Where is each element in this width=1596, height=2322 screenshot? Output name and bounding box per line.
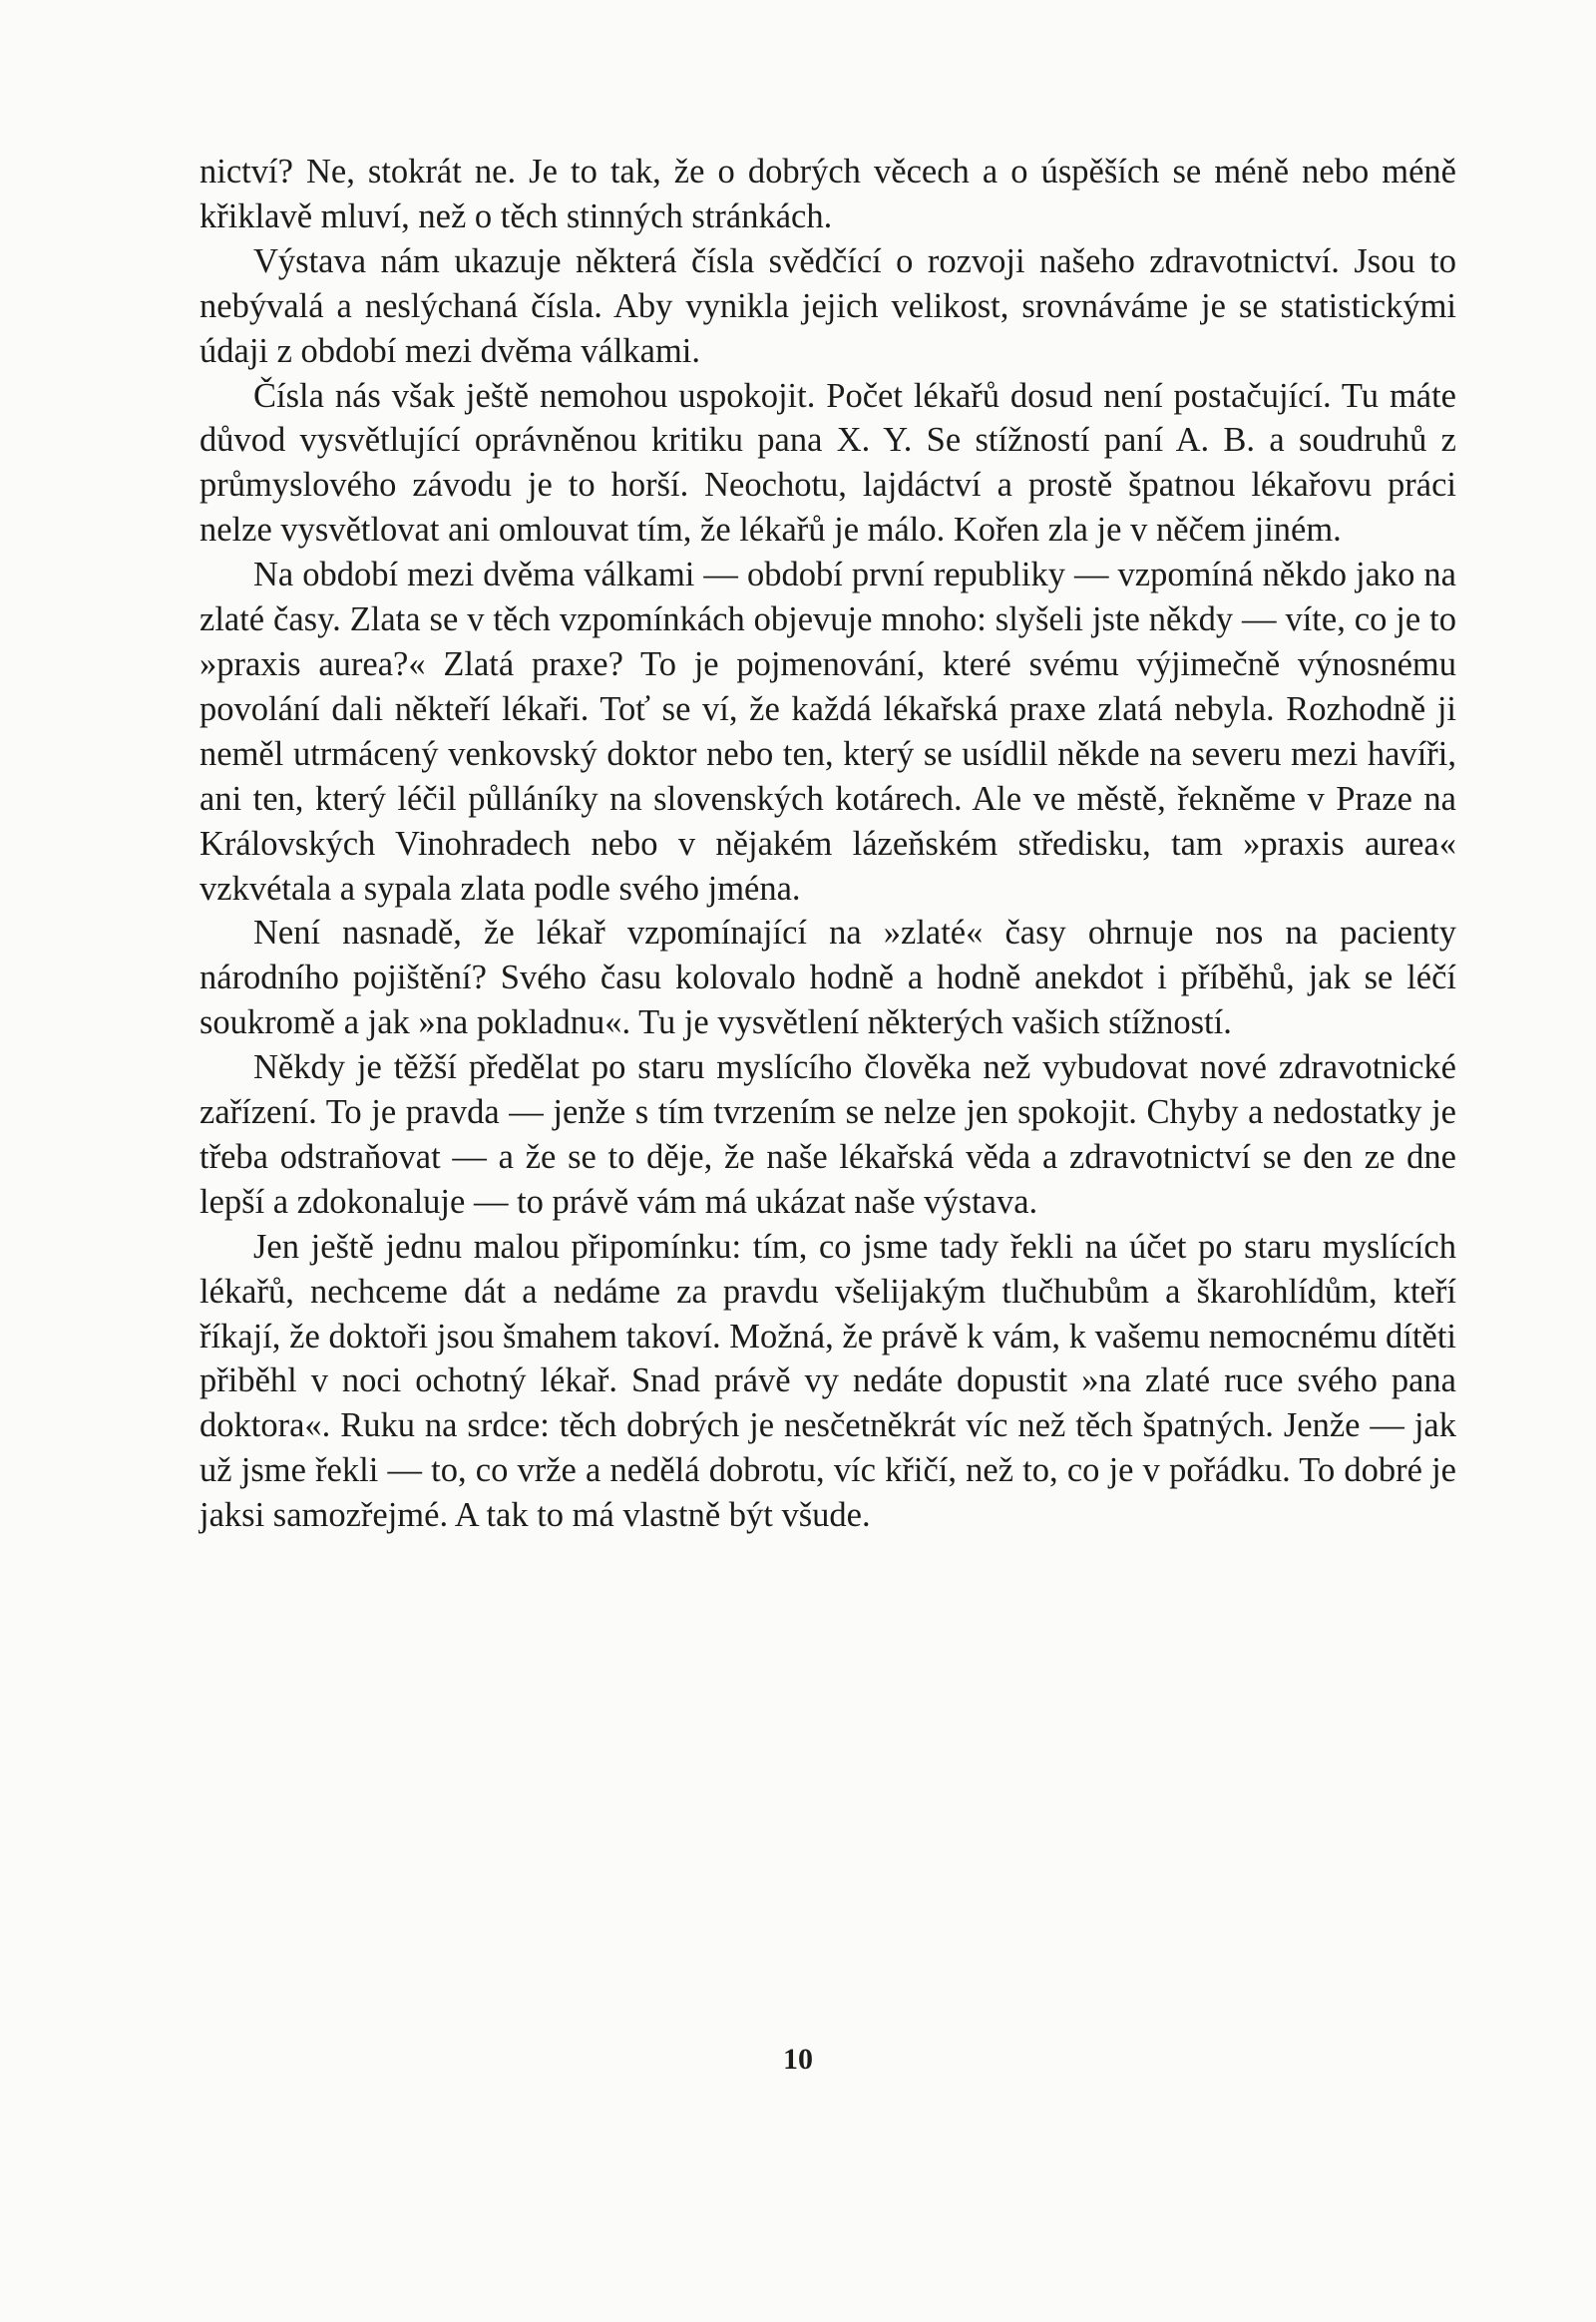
paragraph: Jen ještě jednu malou připomínku: tím, co jsme tady řekli na účet po staru myslících lékařů, nechceme dát a nedáme za pravdu všelijakým tlučhubům a škarohlídům, kteří říkají, že doktoři jsou šmahem takoví. Možná, že právě k vám, k vašemu nemocnému dítěti přiběhl v noci ochotný lékař. Snad právě vy nedáte dopustit »na zlaté ruce svého pana doktora«. Ruku na srdce: těch dobrých je nesčetněkrát víc než těch špatných. Jenže — jak už jsme řekli — to, co vrže a nedělá dobrotu, víc křičí, než to, co je v pořádku. To dobré je jaksi samozřejmé. A tak to má vlastně být všude. xyxy=(200,1227,1456,1535)
page-number: 10 xyxy=(783,2043,813,2076)
paragraph: Někdy je těžší předělat po staru myslícího člověka než vybudovat nové zdravotnické zařízení. To je pravda — jenže s tím tvrzením se nelze jen spokojit. Chyby a nedostatky je třeba odstraňovat — a že se to děje, že naše lékařská věda a zdravotnictví se den ze dne lepší a zdokonaluje — to právě vám má ukázat naše výstava. xyxy=(200,1048,1456,1221)
paragraph: Čísla nás však ještě nemohou uspokojit. Počet lékařů dosud není postačující. Tu máte důvod vysvětlující oprávněnou kritiku pana X. Y. Se stížností paní A. B. a soudruhů z průmyslového závodu je to horší. Neochotu, lajdáctví a prostě špatnou lékařovu práci nelze vysvětlovat ani omlouvat tím, že lékařů je málo. Kořen zla je v něčem jiném. xyxy=(200,376,1456,550)
paragraph: nictví? Ne, stokrát ne. Je to tak, že o dobrých věcech a o úspěších se méně nebo méně křiklavě mluví, než o těch stinných stránkách. xyxy=(200,153,1456,235)
paragraph: Na období mezi dvěma válkami — období první republiky — vzpomíná někdo jako na zlaté časy. Zlata se v těch vzpomínkách objevuje mnoho: slyšeli jste někdy — víte, co je to »praxis aurea?« Zlatá praxe? To je pojmenování, které svému výjimečně výnosnému povolání dali někteří lékaři. Toť se ví, že každá lékařská praxe zlatá nebyla. Rozhodně ji neměl utrmácený venkovský doktor nebo ten, který se usídlil někde na severu mezi havíři, ani ten, který léčil půlláníky na slovenských kotárech. Ale ve městě, řekněme v Praze na Královských Vinohradech nebo v nějakém lázeňském středisku, tam »praxis aurea« vzkvétala a sypala zlata podle svého jména. xyxy=(200,556,1456,908)
body-text xyxy=(200,150,1456,1538)
paragraph: Není nasnadě, že lékař vzpomínající na »zlaté« časy ohrnuje nos na pacienty národního pojištění? Svého času kolovalo hodně a hodně anekdot i příběhů, jak se léčí soukromě a jak »na pokladnu«. Tu je vysvětlení některých vašich stížností. xyxy=(200,914,1456,1042)
paragraph: Výstava nám ukazuje některá čísla svědčící o rozvoji našeho zdravotnictví. Jsou to nebývalá a neslýchaná čísla. Aby vynikla jejich velikost, srovnáváme je se statistickými údaji z období mezi dvěma válkami. xyxy=(200,241,1456,370)
